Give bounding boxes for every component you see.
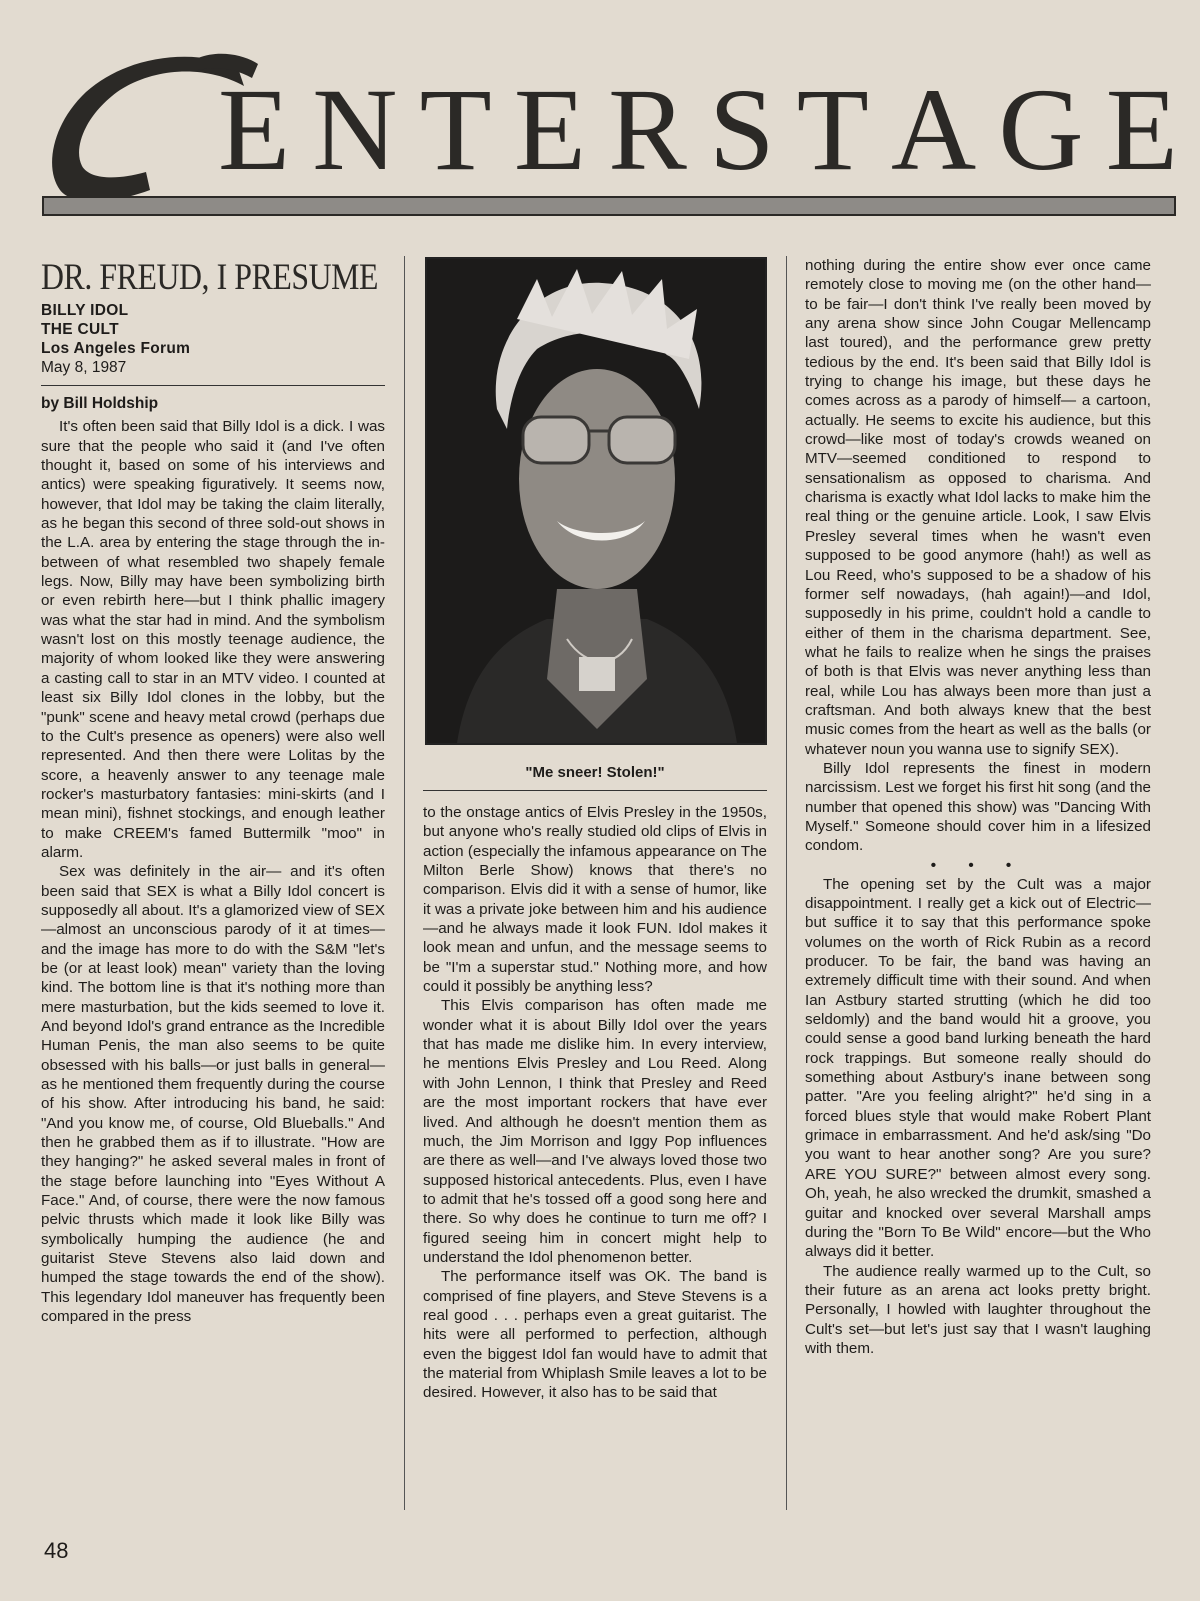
column-divider [404,256,405,1510]
column-divider [786,256,787,1510]
masthead-title [218,64,1178,195]
masthead-letter: G [998,64,1084,195]
paragraph: Sex was definitely in the air— and it's often been said that SEX is what a Billy Idol concert is supposedly all about. It's a glamorized view of SEX—almost an unconscious parody of it at times—and the image has more to do with the S&M "let's be (or at least look) mean" variety than the loving kind. The bottom line is that it's nothing more than mere masturbation, but the kids seemed to love it. And beyond Idol's grand entrance as the Incredible Human Penis, the man also seems to be quite obsessed with his balls—or just balls in general—as he mentioned them frequently during the course of his show. After introducing his band, he said: "And you know me, of course, Old Blueballs." And then he grabbed them as if to illustrate. "How are they hanging?" he asked several males in front of the stage before launching into "Eyes Without A Face." And, of course, there were the now famous pelvic thrusts which made it look like Billy was symbolically humping the audience (he and guitarist Steve Stevens also laid down and humped the stage towards the end of the show). This legendary Idol maneuver has frequently been compared in the press [41,863,385,1326]
masthead-letter: E [513,64,586,195]
caption-rule [423,790,767,791]
masthead-letter: N [312,64,398,195]
byline: by Bill Holdship [41,395,159,412]
paragraph: It's often been said that Billy Idol is a dick. I was sure that the people who said it (and I've often thought it, based on some of his interviews and antics) were speaking figuratively. It seems now, however, that Idol may be taking the claim literally, as he began this second of three sold-out shows in the L.A. area by entering the stage through the in-between of what resembled two shapely female legs. Now, Billy may have been symbolizing birth or even rebirth here—but I think phallic imagery was what the star had in mind. And the symbolism wasn't lost on this mostly teenage audience, the majority of whom looked like they were answering a casting call to star in an MTV video. I counted at least six Billy Idol clones in the lobby, but the "punk" scene and heavy metal crowd (perhaps due to the Cult's presence as openers) were also well represented. And then there were Lolitas by the score, a heavenly answer to any teenage male rocker's masturbatory fantasies: mini-skirts (and I mean mini), fishnet stockings, and enough leather to make CREEM's famed Buttermilk "moo" in alarm. [41,418,385,861]
column-3 [805,256,1151,1358]
paragraph: nothing during the entire show ever once came remotely close to moving me (on the other hand—to be fair—I don't think I've really been moved by any arena show since John Cougar Mellencamp last toured), and the performance grew pretty tedious by the end. It's been said that Billy Idol is trying to change his image, but these days he comes across as a parody of himself— a cartoon, actually. He seems to excite his audience, but this crowd—like most of today's crowds weaned on MTV—seemed conditioned to respond to sensationalism as opposed to charisma. And charisma is exactly what Idol lacks to make him the real thing or the genuine article. Look, I saw Elvis Presley several times when he wasn't even supposed to be good anymore (hah!) as well as Lou Reed, who's supposed to be a shadow of his former self nowadays, (hah again!)—and Idol, supposedly in his prime, couldn't hold a candle to either of them in the charisma department. See, what he fails to realize when he sings the praises of both is that Elvis was never anything less than real, while Lou has always been more than just a craftsman. And both always knew that the best music comes from the heart as well as the balls (or whatever noun you wanna use to signify SEX). [805,257,1151,758]
paragraph: The opening set by the Cult was a major disappointment. I really get a kick out of Electric—but suffice it to say that this performance spoke volumes on the worth of Rick Rubin as a record producer. To be fair, the band was having an extremely difficult time with their sound. And when Ian Astbury started strutting (which he did too seldomly) and the band would hit a groove, you could sense a good band lurking beneath the hard rock trappings. But someone really should do something about Astbury's inane between song patter. "Are you feeling alright?" he'd sing in a forced blues style that would make Robert Plant grimace in embarrassment. And he'd ask/sing "Do you want to hear another song? Are you sure? ARE YOU SURE?" between almost every song. Oh, yeah, he also wrecked the drumkit, smashed a guitar and knocked over several Marshall amps during the "Born To Be Wild" encore—but the Who always did it better. [805,875,1151,1261]
masthead-bar [42,196,1176,216]
byline-rule [41,385,385,386]
credits [41,301,385,377]
page-number: 48 [44,1538,69,1563]
credit-artist: BILLY IDOL [41,302,129,319]
section-separator: • • • [930,856,1026,874]
credit-opener: THE CULT [41,321,119,338]
photo-caption: "Me sneer! Stolen!" [525,764,665,781]
masthead-letter: S [709,64,775,195]
paragraph: Billy Idol represents the finest in modern narcissism. Lest we forget his first hit song (and the number that opened this show) was "Dancing With Myself." Someone should cover him in a lifesized condom. [805,759,1151,855]
paragraph: The performance itself was OK. The band is comprised of fine players, and Steve Stevens is a real good . . . perhaps even a great guitarist. The hits were all performed to perfection, although even the biggest Idol fan would have to admit that the material from Whiplash Smile leaves a lot to be desired. However, it also has to be said that [423,1268,767,1402]
masthead-letter: T [419,64,492,195]
masthead [38,40,1176,218]
paragraph: The audience really warmed up to the Cult, so their future as an arena act looks pretty bright. Personally, I howled with laughter throughout the Cult's set—but let's just say that I wasn't laughing with them. [805,1262,1151,1357]
masthead-letter: A [891,64,977,195]
paragraph: This Elvis comparison has often made me wonder what it is about Billy Idol over the years that has made me dislike him. In every interview, he mentions Elvis Presley and Lou Reed. Along with John Lennon, I think that Presley and Reed are the most important rockers that have ever lived. And although he doesn't mention them as much, the Jim Morrison and Iggy Pop influences are there as well—and I've always loved those two supposed historical antecedents. Plus, even I have to admit that he's tossed off a good song here and there. So why does he continue to turn me off? I figured seeing him in concert might help to understand the Idol phenomenon better. [423,997,767,1266]
masthead-letter: E [1105,64,1178,195]
masthead-letter: R [608,64,687,195]
masthead-letter: T [796,64,869,195]
masthead-letter: E [218,64,291,195]
portrait-illustration [427,259,765,743]
billy-idol-photo [425,257,767,745]
credit-date: May 8, 1987 [41,359,127,376]
column-2 [423,803,767,1403]
credit-venue: Los Angeles Forum [41,340,191,357]
column-1 [41,256,385,1327]
headline: DR. FREUD, I PRESUME [41,257,379,298]
paragraph: to the onstage antics of Elvis Presley in the 1950s, but anyone who's really studied old clips of Elvis in action (especially the infamous appearance on The Milton Berle Show) knows that there's no comparison. Elvis did it with a sense of humor, like it was a private joke between him and his audience—and he always made it look FUN. Idol makes it look mean and unfun, and the message seems to be "I'm a superstar stud." Nothing more, and how could it possibly be anything less? [423,804,767,996]
